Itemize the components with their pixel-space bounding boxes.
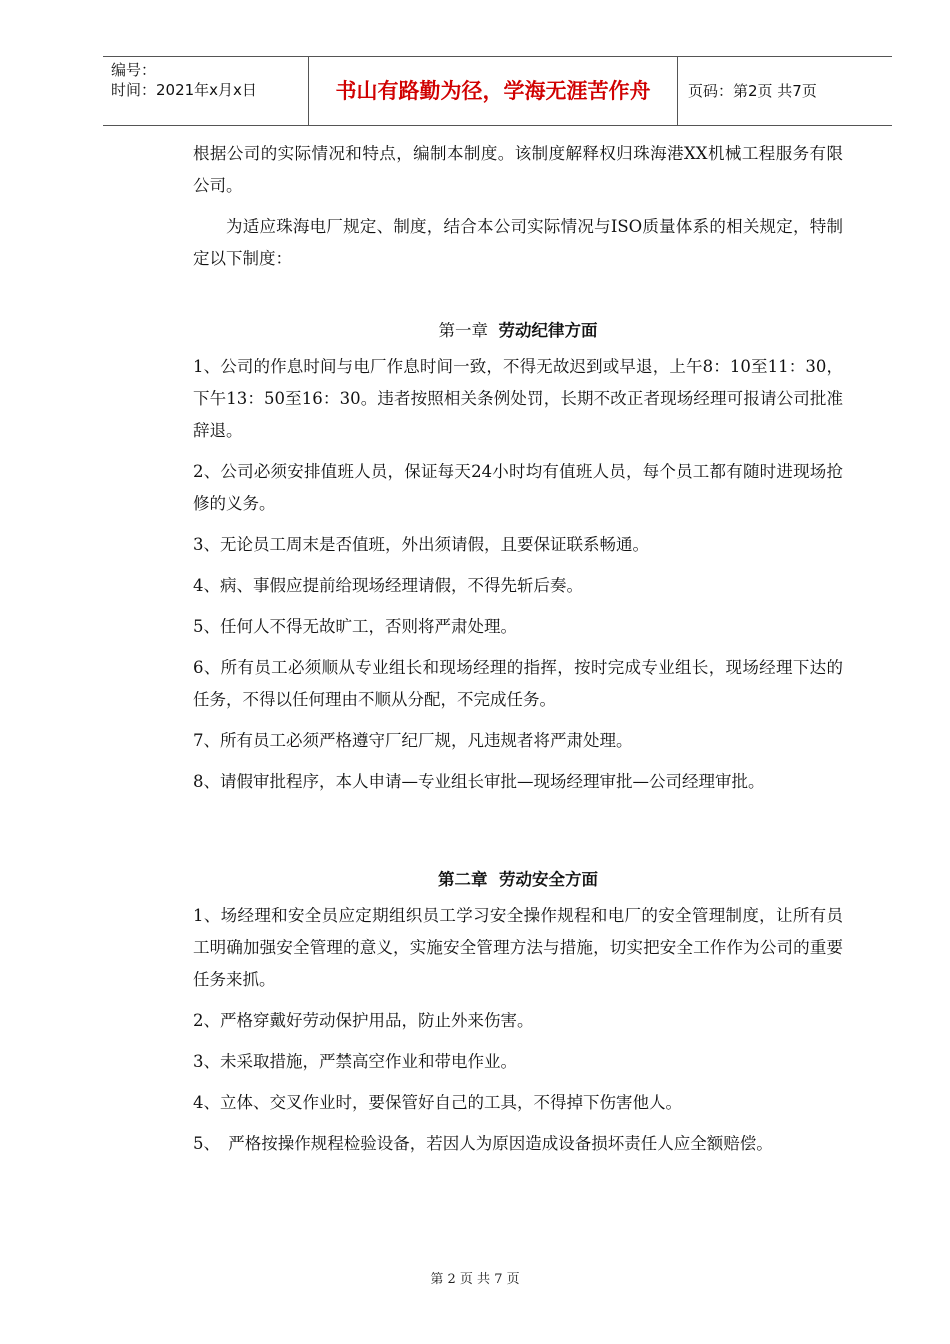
rule-item: 2、严格穿戴好劳动保护用品，防止外来伤害。 — [193, 1011, 534, 1030]
rule-item: 3、无论员工周末是否值班，外出须请假，且要保证联系畅通。 — [193, 535, 649, 554]
rule-item: 6、所有员工必须顺从专业组长和现场经理的指挥，按时完成专业组长，现场经理下达的任务，不得以任何理由不顺从分配，不完成任务。 — [193, 658, 843, 709]
page-header — [103, 56, 892, 126]
rule-item: 7、所有员工必须严格遵守厂纪厂规，凡违规者将严肃处理。 — [193, 731, 633, 750]
chapter-heading — [193, 315, 843, 347]
header-meta — [103, 57, 303, 125]
chapter-number: 第一章 — [438, 321, 488, 340]
chapter-heading — [193, 864, 843, 896]
rule-item: 1、公司的作息时间与电厂作息时间一致，不得无故迟到或早退，上午8：10至11：30，下午13：50至16：30。违者按照相关条例处罚，长期不改正者现场经理可报请公司批准辞退。 — [193, 357, 843, 440]
page-footer: 第 2 页 共 7 页 — [430, 1272, 520, 1287]
header-motto: 书山有路勤为径，学海无涯苦作舟 — [335, 79, 651, 103]
header-page-info: 页码：第2页 共7页 — [688, 82, 817, 100]
intro-paragraph: 根据公司的实际情况和特点，编制本制度。该制度解释权归珠海港XX机械工程服务有限公司。 — [193, 144, 843, 195]
chapter-title: 劳动安全方面 — [499, 870, 598, 889]
document-number-label: 编号： — [111, 61, 157, 79]
document-time-label: 时间：2021年x月x日 — [111, 81, 257, 99]
chapter-title: 劳动纪律方面 — [498, 321, 598, 340]
document-body — [193, 138, 843, 1169]
rule-item: 3、未采取措施，严禁高空作业和带电作业。 — [193, 1052, 517, 1071]
rule-item: 8、请假审批程序，本人申请—专业组长审批—现场经理审批—公司经理审批。 — [193, 772, 765, 791]
intro-paragraph: 为适应珠海电厂规定、制度，结合本公司实际情况与ISO质量体系的相关规定，特制定以下制度： — [193, 217, 843, 268]
rule-item: 4、病、事假应提前给现场经理请假，不得先斩后奏。 — [193, 576, 583, 595]
header-divider — [677, 57, 678, 125]
chapter-number: 第二章 — [438, 870, 488, 889]
rule-item: 5、任何人不得无故旷工，否则将严肃处理。 — [193, 617, 517, 636]
rule-item: 4、立体、交叉作业时，要保管好自己的工具，不得掉下伤害他人。 — [193, 1093, 682, 1112]
rule-item: 2、公司必须安排值班人员，保证每天24小时均有值班人员，每个员工都有随时进现场抢修的义务。 — [193, 462, 843, 513]
rule-item: 5、 严格按操作规程检验设备，若因人为原因造成设备损坏责任人应全额赔偿。 — [193, 1134, 773, 1153]
rule-item: 1、场经理和安全员应定期组织员工学习安全操作规程和电厂的安全管理制度，让所有员工明确加强安全管理的意义，实施安全管理方法与措施，切实把安全工作作为公司的重要任务来抓。 — [193, 906, 843, 989]
